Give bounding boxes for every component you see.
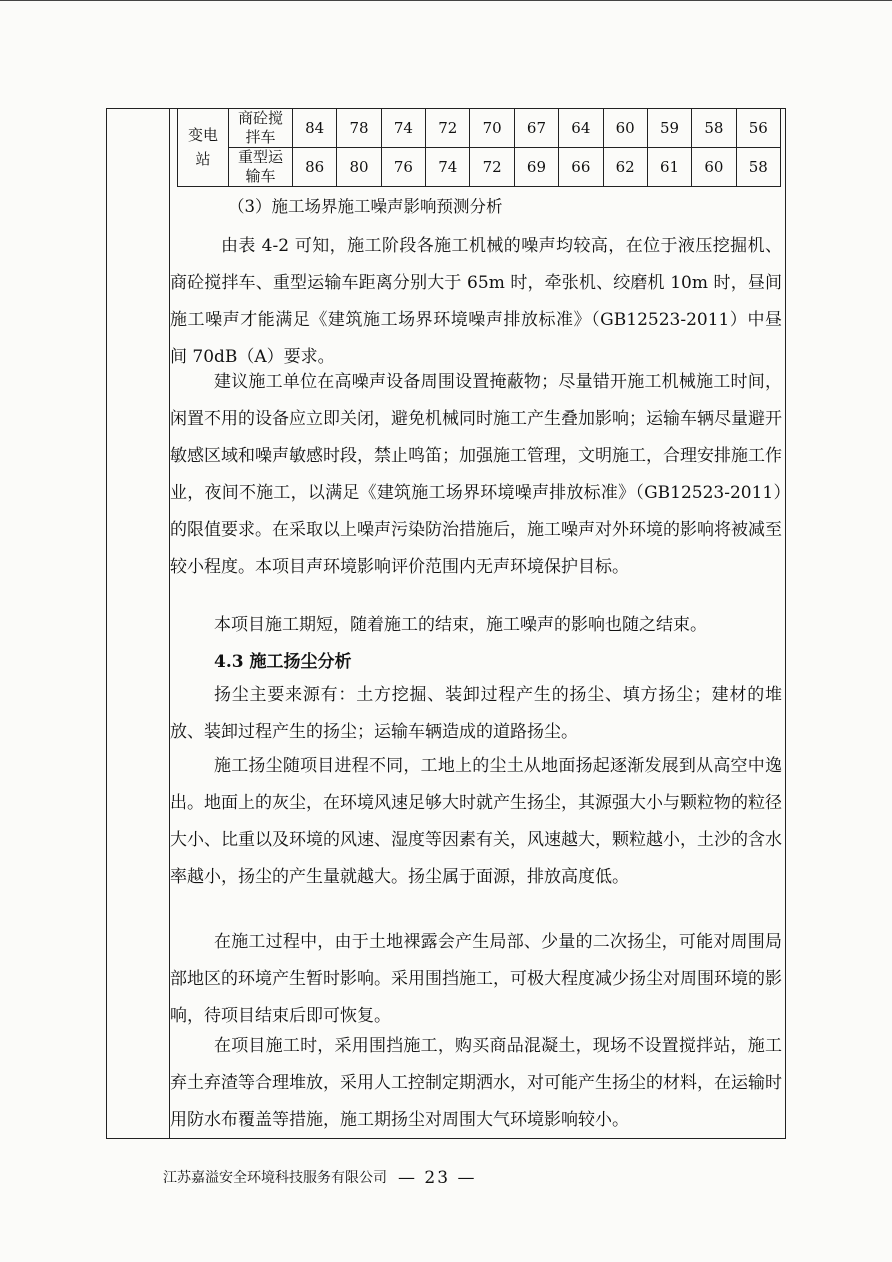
paragraph: 施工扬尘随项目进程不同，工地上的尘土从地面扬起逐渐发展到从高空中逸出。地面上的灰尘，在环境风速足够大时就产生扬尘，其源强大小与颗粒物的粒径大小、比重以及环境的风速、湿度等因素有关，风速越大，颗粒越小，土沙的含水率越小，扬尘的产生量就越大。扬尘属于面源，排放高度低。 [170,756,782,887]
noise-table [177,108,781,187]
value-cell: 60 [603,109,647,148]
value-cell: 67 [514,109,558,148]
value-cell: 66 [559,148,603,187]
value-cell: 74 [381,109,425,148]
value-cell: 70 [470,109,514,148]
table-row [178,109,781,148]
group-label: 变电站 [187,126,218,169]
value-cell: 64 [559,109,603,148]
paragraph: 在施工过程中，由于土地裸露会产生局部、少量的二次扬尘，可能对周围局部地区的环境产生暂时影响。采用围挡施工，可极大程度减少扬尘对周围环境的影响，待项目结束后即可恢复。 [170,932,782,1026]
paragraph: 在项目施工时，采用围挡施工，购买商品混凝土，现场不设置搅拌站，施工弃土弃渣等合理堆放，采用人工控制定期洒水，对可能产生扬尘的材料，在运输时用防水布覆盖等措施，施工期扬尘对周围大气环境影响较小。 [170,1036,782,1130]
value-cell: 62 [603,148,647,187]
equipment-label: 重型运输车 [237,148,283,185]
value-cell: 80 [337,148,381,187]
equipment-cell [229,109,293,148]
value-cell: 86 [293,148,337,187]
value-cell: 72 [470,148,514,187]
value-cell: 74 [426,148,470,187]
value-cell: 58 [736,148,780,187]
equipment-label: 商砼搅拌车 [237,109,283,146]
value-cell: 84 [293,109,337,148]
top-rule [0,0,892,1]
value-cell: 56 [736,109,780,148]
table-row [178,148,781,187]
value-cell: 76 [381,148,425,187]
value-cell: 60 [692,148,736,187]
paragraph: 由表 4-2 可知，施工阶段各施工机械的噪声均较高，在位于液压挖掘机、商砼搅拌车、重型运输车距离分别大于 65m 时，牵张机、绞磨机 10m 时，昼间施工噪声才能满足《建筑施工场界环境噪声排放标准》（GB12523-2011）中昼间 70dB（A）要求。 [170,236,782,367]
value-cell: 69 [514,148,558,187]
group-cell [178,109,229,187]
paragraph: 本项目施工期短，随着施工的结束，施工噪声的影响也随之结束。 [214,615,707,635]
footer-company: 江苏嘉溢安全环境科技服务有限公司 [163,1170,387,1186]
subheading: （3）施工场界施工噪声影响预测分析 [228,197,503,216]
value-cell: 78 [337,109,381,148]
page-number: — 23 — [398,1168,477,1188]
equipment-cell [229,148,293,187]
value-cell: 59 [647,109,691,148]
paragraph: 建议施工单位在高噪声设备周围设置掩蔽物；尽量错开施工机械施工时间，闲置不用的设备应立即关闭，避免机械同时施工产生叠加影响；运输车辆尽量避开敏感区域和噪声敏感时段，禁止鸣笛；加强施工管理，文明施工，合理安排施工作业，夜间不施工，以满足《建筑施工场界环境噪声排放标准》（GB12523-2011）的限值要求。在采取以上噪声污染防治措施后，施工噪声对外环境的影响将被减至较小程度。本项目声环境影响评价范围内无声环境保护目标。 [170,372,782,577]
section-title: 4.3 施工扬尘分析 [214,652,352,672]
value-cell: 72 [426,109,470,148]
value-cell: 58 [692,109,736,148]
value-cell: 61 [647,148,691,187]
paragraph: 扬尘主要来源有：土方挖掘、装卸过程产生的扬尘、填方扬尘；建材的堆放、装卸过程产生的扬尘；运输车辆造成的道路扬尘。 [170,685,782,742]
